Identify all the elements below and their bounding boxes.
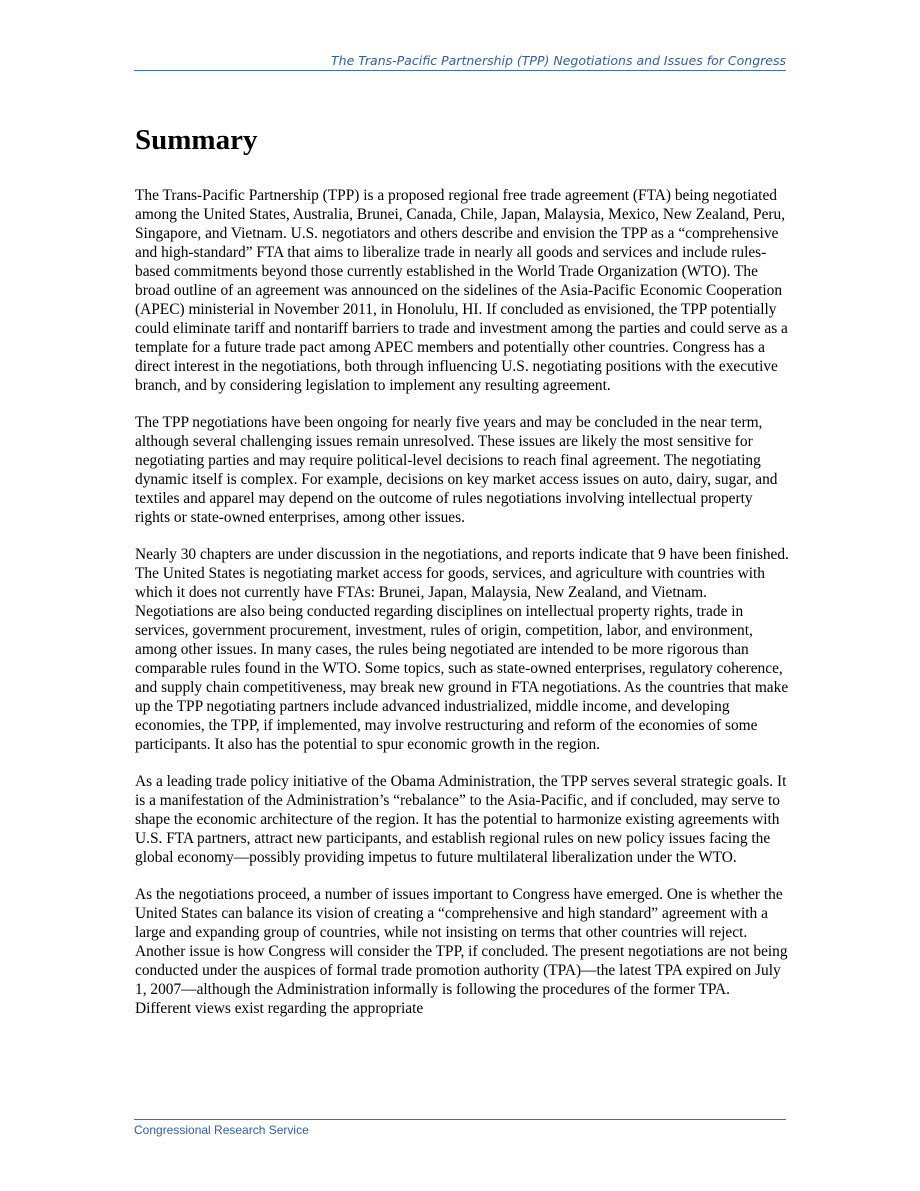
paragraph-chapters: Nearly 30 chapters are under discussion in the negotiations, and reports indicate that 9 have been finished. The United States is negotiating market access for goods, services, and agriculture with countries with which it does not currently have FTAs: Brunei, Japan, Malaysia, New Zealand, and Vietnam. Negotiations are also being conducted regarding disciplines on intellectual property rights, trade in services, government procurement, investment, rules of origin, competition, labor, and environment, among other issues. In many cases, the rules being negotiated are intended to be more rigorous than comparable rules found in the WTO. Some topics, such as state-owned enterprises, regulatory coherence, and supply chain competitiveness, may break new ground in FTA negotiations. As the countries that make up the TPP negotiating partners include advanced industrialized, middle income, and developing economies, the TPP, if implemented, may involve restructuring and reform of the economies of some participants. It also has the potential to spur economic growth in the region. — [135, 546, 789, 753]
paragraph-strategic-goals: As a leading trade policy initiative of the Obama Administration, the TPP serves several strategic goals. It is a manifestation of the Administration’s “rebalance” to the Asia-Pacific, and if concluded, may serve to shape the economic architecture of the region. It has the potential to harmonize existing agreements with U.S. FTA partners, attract new participants, and establish regional rules on new policy issues facing the global economy—possibly providing impetus to future multilateral liberalization under the WTO. — [135, 773, 787, 866]
paragraph-congress-issues: As the negotiations proceed, a number of issues important to Congress have emerged. One is whether the United States can balance its vision of creating a “comprehensive and high standard” agreement with a large and expanding group of countries, while not insisting on terms that other countries will reject. Another issue is how Congress will consider the TPP, if concluded. The present negotiations are not being conducted under the auspices of formal trade promotion authority (TPA)—the latest TPA expired on July 1, 2007—although the Administration informally is following the procedures of the former TPA. Different views exist regarding the appropriate — [135, 886, 788, 1017]
paragraph-overview: The Trans-Pacific Partnership (TPP) is a proposed regional free trade agreement (FTA) being negotiated among the United States, Australia, Brunei, Canada, Chile, Japan, Malaysia, Mexico, New Zealand, Peru, Singapore, and Vietnam. U.S. negotiators and others describe and envision the TPP as a “comprehensive and high-standard” FTA that aims to liberalize trade in nearly all goods and services and include rules-based commitments beyond those currently established in the World Trade Organization (WTO). The broad outline of an agreement was announced on the sidelines of the Asia-Pacific Economic Cooperation (APEC) ministerial in November 2011, in Honolulu, HI. If concluded as envisioned, the TPP potentially could eliminate tariff and nontariff barriers to trade and investment among the parties and could serve as a template for a future trade pact among APEC members and potentially other countries. Congress has a direct interest in the negotiations, both through influencing U.S. negotiating positions with the executive branch, and by considering legislation to implement any resulting agreement. — [135, 187, 788, 394]
main-content — [135, 120, 789, 1036]
paragraph-negotiation-status: The TPP negotiations have been ongoing for nearly five years and may be concluded in the near term, although several challenging issues remain unresolved. These issues are likely the most sensitive for negotiating parties and may require political-level decisions to reach final agreement. The negotiating dynamic itself is complex. For example, decisions on key market access issues on auto, dairy, sugar, and textiles and apparel may depend on the outcome of rules negotiations involving intellectual property rights or state-owned enterprises, among other issues. — [135, 414, 778, 526]
running-footer: Congressional Research Service — [134, 1119, 786, 1137]
section-heading: Summary — [135, 124, 258, 156]
running-header: The Trans-Pacific Partnership (TPP) Negotiations and Issues for Congress — [134, 54, 786, 71]
